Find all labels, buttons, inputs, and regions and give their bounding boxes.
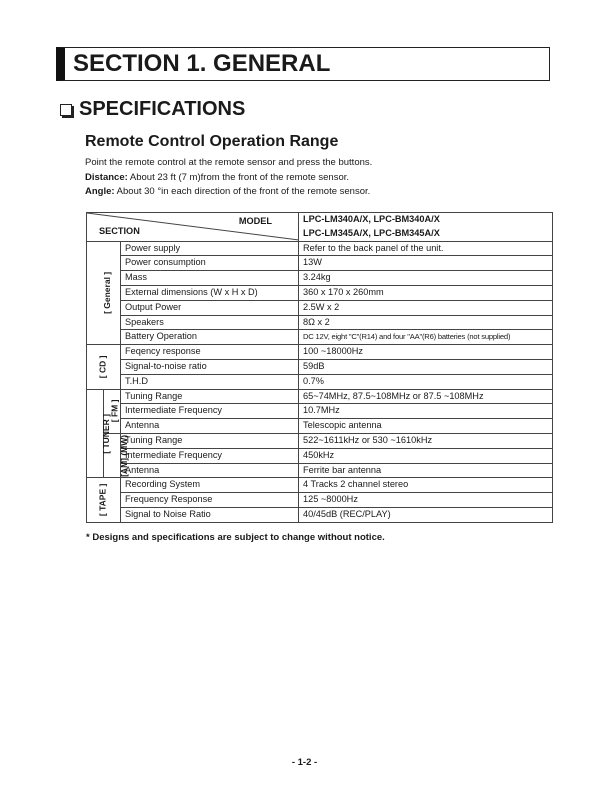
table-row — [87, 419, 553, 434]
row-value: 65~74MHz, 87.5~108MHz or 87.5 ~108MHz — [299, 389, 553, 404]
intro-text: Point the remote control at the remote sensor and press the buttons. — [85, 157, 373, 168]
row-value: 4 Tracks 2 channel stereo — [299, 478, 553, 493]
row-value: 360 x 170 x 260mm — [299, 285, 553, 300]
row-value: 3.24kg — [299, 271, 553, 286]
angle-line — [85, 186, 370, 197]
row-item: Output Power — [121, 300, 299, 315]
table-row — [87, 463, 553, 478]
row-item: Recording System — [121, 478, 299, 493]
row-item: T.H.D — [121, 374, 299, 389]
row-value: 40/45dB (REC/PLAY) — [299, 507, 553, 522]
table-row — [87, 389, 553, 404]
table-row — [87, 493, 553, 508]
group-cd: [ CD ] — [87, 345, 121, 389]
row-value: Telescopic antenna — [299, 419, 553, 434]
table-row — [87, 507, 553, 522]
row-value: 59dB — [299, 359, 553, 374]
group-tuner: [ TUNER ] — [87, 389, 104, 478]
specifications-heading — [60, 98, 245, 121]
row-item: Antenna — [121, 463, 299, 478]
specifications-table — [86, 212, 553, 523]
table-row — [87, 241, 553, 256]
table-row — [87, 271, 553, 286]
row-value: 100 ~18000Hz — [299, 345, 553, 360]
row-value: 13W — [299, 256, 553, 271]
row-value: 125 ~8000Hz — [299, 493, 553, 508]
specifications-title: SPECIFICATIONS — [79, 98, 246, 120]
group-general: [ General ] — [87, 241, 121, 345]
row-item: Tuning Range — [121, 433, 299, 448]
row-value: 450kHz — [299, 448, 553, 463]
group-am: [AM] (MW) — [104, 433, 121, 477]
row-item: Mass — [121, 271, 299, 286]
row-item: Signal-to-noise ratio — [121, 359, 299, 374]
table-row — [87, 359, 553, 374]
table-row — [87, 404, 553, 419]
table-row — [87, 374, 553, 389]
page-number: - 1-2 - — [291, 757, 318, 768]
table-row — [87, 433, 553, 448]
table-row — [87, 448, 553, 463]
checkbox-icon — [60, 104, 72, 116]
section-title: SECTION 1. GENERAL — [73, 50, 331, 77]
row-value: 522~1611kHz or 530 ~1610kHz — [299, 433, 553, 448]
table-row — [87, 300, 553, 315]
angle-text: About 30 °in each direction of the front of the remote sensor. — [114, 186, 371, 197]
row-item: Intermediate Frequency — [121, 448, 299, 463]
row-value: DC 12V, eight "C"(R14) and four "AA"(R6) batteries (not supplied) — [299, 330, 553, 345]
row-value: 10.7MHz — [299, 404, 553, 419]
row-item: Tuning Range — [121, 389, 299, 404]
section-label: SECTION — [99, 225, 140, 236]
row-item: Battery Operation — [121, 330, 299, 345]
row-item: Power consumption — [121, 256, 299, 271]
models-line-1: LPC-LM340A/X, LPC-BM340A/X — [303, 214, 440, 224]
group-fm: [ FM ] — [104, 389, 121, 433]
row-item: Antenna — [121, 419, 299, 434]
row-item: Intermediate Frequency — [121, 404, 299, 419]
table-header-row — [87, 213, 553, 242]
angle-label: Angle: — [85, 186, 115, 197]
row-item: Feqency response — [121, 345, 299, 360]
header-model-section — [87, 213, 299, 242]
row-item: Signal to Noise Ratio — [121, 507, 299, 522]
row-item: External dimensions (W x H x D) — [121, 285, 299, 300]
row-item: Power supply — [121, 241, 299, 256]
table-row — [87, 478, 553, 493]
table-row — [87, 256, 553, 271]
row-item: Speakers — [121, 315, 299, 330]
row-value: 8Ω x 2 — [299, 315, 553, 330]
table-row — [87, 285, 553, 300]
row-value: Refer to the back panel of the unit. — [299, 241, 553, 256]
model-label: MODEL — [238, 216, 272, 226]
distance-text: About 23 ft (7 m)from the front of the remote sensor. — [127, 172, 350, 183]
section-banner — [56, 47, 550, 81]
row-item: Frequency Response — [121, 493, 299, 508]
header-models — [299, 213, 553, 242]
remote-range-heading: Remote Control Operation Range — [85, 133, 339, 150]
row-value: Ferrite bar antenna — [299, 463, 553, 478]
distance-line — [85, 172, 349, 183]
table-row — [87, 315, 553, 330]
row-value: 0.7% — [299, 374, 553, 389]
row-value: 2.5W x 2 — [299, 300, 553, 315]
group-tape: [ TAPE ] — [87, 478, 121, 522]
models-line-2: LPC-LM345A/X, LPC-BM345A/X — [303, 227, 440, 238]
distance-label: Distance: — [85, 172, 128, 183]
footnote: * Designs and specifications are subject to change without notice. — [86, 532, 385, 543]
table-row — [87, 330, 553, 345]
table-row — [87, 345, 553, 360]
